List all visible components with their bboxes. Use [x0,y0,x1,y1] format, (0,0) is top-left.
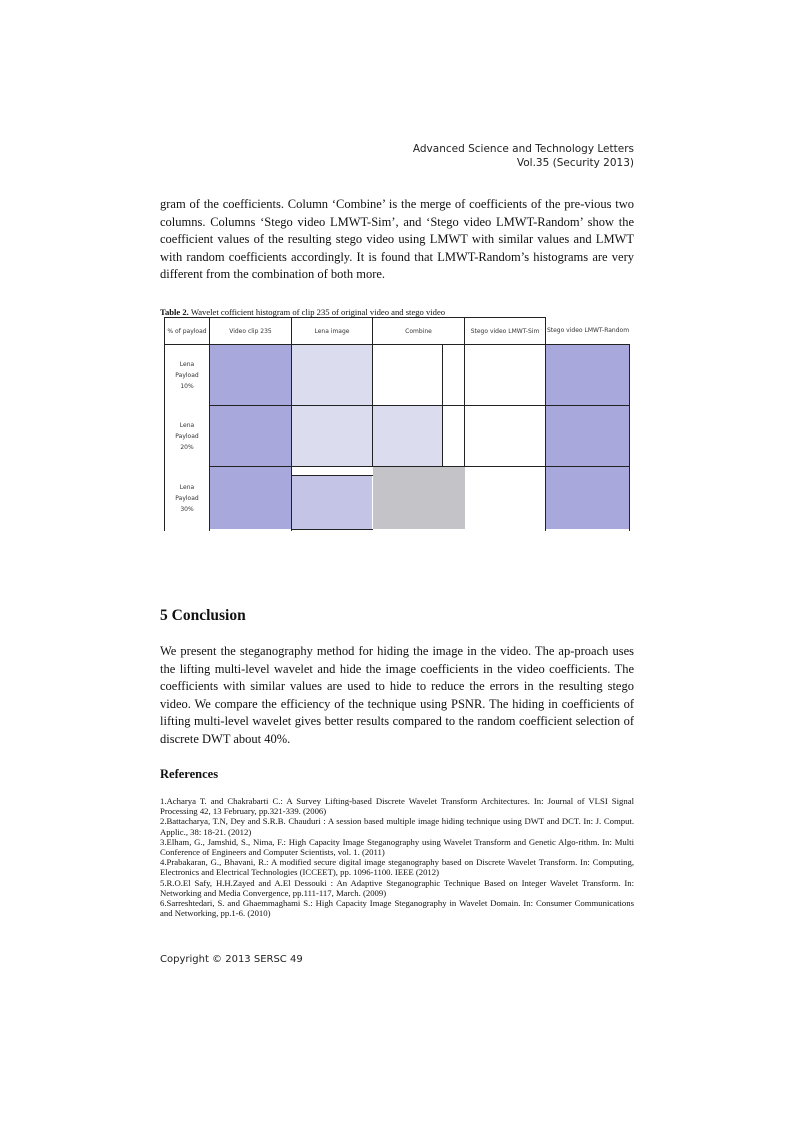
histogram-stego-random-20 [546,406,630,466]
histogram-combine-20 [373,406,442,466]
reference-item: 1.Acharya T. and Chakrabarti C.: A Survey Lifting-based Discrete Wavelet Transform Architectures. In: Journal of VLSI Signal Processing 42, 13 February, pp.321-339. (2006) [160,796,634,817]
histogram-video-20 [210,406,291,466]
histogram-lena-30 [292,476,372,529]
grid-line [545,317,546,531]
header-lena-image: Lena image [314,327,350,335]
grid-line [164,317,545,318]
reference-item: 2.Battacharya, T.N, Dey and S.R.B. Chauduri : A session based multiple image hiding technique using DWT and DCT. In: J. Comput. Applic., 38: 18-21. (2012) [160,816,634,837]
row-label-10: Lena Payload 10% [175,360,199,390]
reference-item: 5.R.O.El Safy, H.H.Zayed and A.El Dessouki : An Adaptive Steganographic Technique Based on Integer Wavelet Transform. In: Networking and Media Convergence, pp.111-117, March. (2009) [160,877,634,898]
grid-line [291,475,373,476]
journal-title: Advanced Science and Technology Letters [412,143,634,155]
references-heading: References [160,767,219,781]
grid-line [209,405,630,406]
grid-line [291,317,292,531]
conclusion-paragraph: We present the steganography method for hiding the image in the video. The ap-proach uses the lifting multi-level wavelet and hide the image coefficients in the video coefficients. The coefficients with similar values are used to hide to reduce the errors in the resulting stego video. We compare the efficiency of the technique using PSNR. The hiding in coefficients of lifting multi-level wavelet gives better results compared to the random coefficient selection of discrete DWT about 40%. [160,644,634,746]
intro-paragraph: gram of the coefficients. Column ‘Combine’ is the merge of coefficients of the pre-vious two columns. Columns ‘Stego video LMWT-Sim’, and ‘Stego video LMWT-Random’ show the coefficient values of the resulting stego video using LMWT with similar values and LMWT with random coefficients accordingly. It is found that LMWT-Random’s histograms are very different from the combination of both more. [160,197,634,282]
histogram-lena-10 [292,345,372,405]
table-caption-text: Wavelet cofficient histogram of clip 235 of original video and stego video [188,307,446,317]
reference-item: 3.Elham, G., Jamshid, S., Nima, F.: High Capacity Image Steganography using Wavelet Transform and Genetic Algo-rithm. In: Multi Conference of Engineers and Computer Scientists, vol. 1. (2011) [160,836,634,858]
header-video-clip: Video clip 235 [229,327,272,335]
row-label-20: Lena Payload 20% [175,421,199,451]
histogram-video-10 [210,345,291,405]
grid-line [164,317,165,531]
journal-volume: Vol.35 (Security 2013) [516,157,634,169]
histogram-lena-20 [292,406,372,466]
table-caption-label: Table 2. [160,307,189,317]
histogram-combine-30 [373,467,465,529]
header-stego-random: Stego video LMWT-Random [546,327,630,334]
histogram-stego-random-30 [546,467,630,529]
table-caption [160,307,445,317]
section-number: 5 [160,607,168,624]
header-combine: Combine [405,327,432,335]
grid-line [372,317,373,467]
row-label-30: Lena Payload 30% [175,483,199,513]
grid-line [164,344,630,345]
grid-line [629,344,630,531]
histogram-video-30 [210,467,291,529]
running-header [300,142,634,170]
grid-line [291,529,373,530]
section-heading [160,607,246,625]
reference-item: 4.Prabakaran, G., Bhavani, R.: A modified secure digital image steganography based on Discrete Wavelet Transform. In: Computing, Electronics and Electrical Technologies (ICCEET), pp. 1096-1100. IEEE (2012) [160,857,634,878]
header-stego-sim: Stego video LMWT-Sim [470,327,540,335]
reference-item: 6.Sarreshtedari, S. and Ghaemmaghami S.: High Capacity Image Steganography in Wavelet Domain. In: Consumer Communications and Networking, pp.1-6. (2010) [160,898,634,919]
grid-line [209,466,630,467]
header-payload: % of payload [167,327,207,335]
section-title: Conclusion [171,607,246,624]
grid-line [464,317,465,467]
histogram-table [164,317,630,531]
reference-list [160,796,634,918]
grid-line [209,317,210,531]
histogram-stego-random-10 [546,345,630,405]
copyright-footer: Copyright © 2013 SERSC 49 [160,954,303,965]
